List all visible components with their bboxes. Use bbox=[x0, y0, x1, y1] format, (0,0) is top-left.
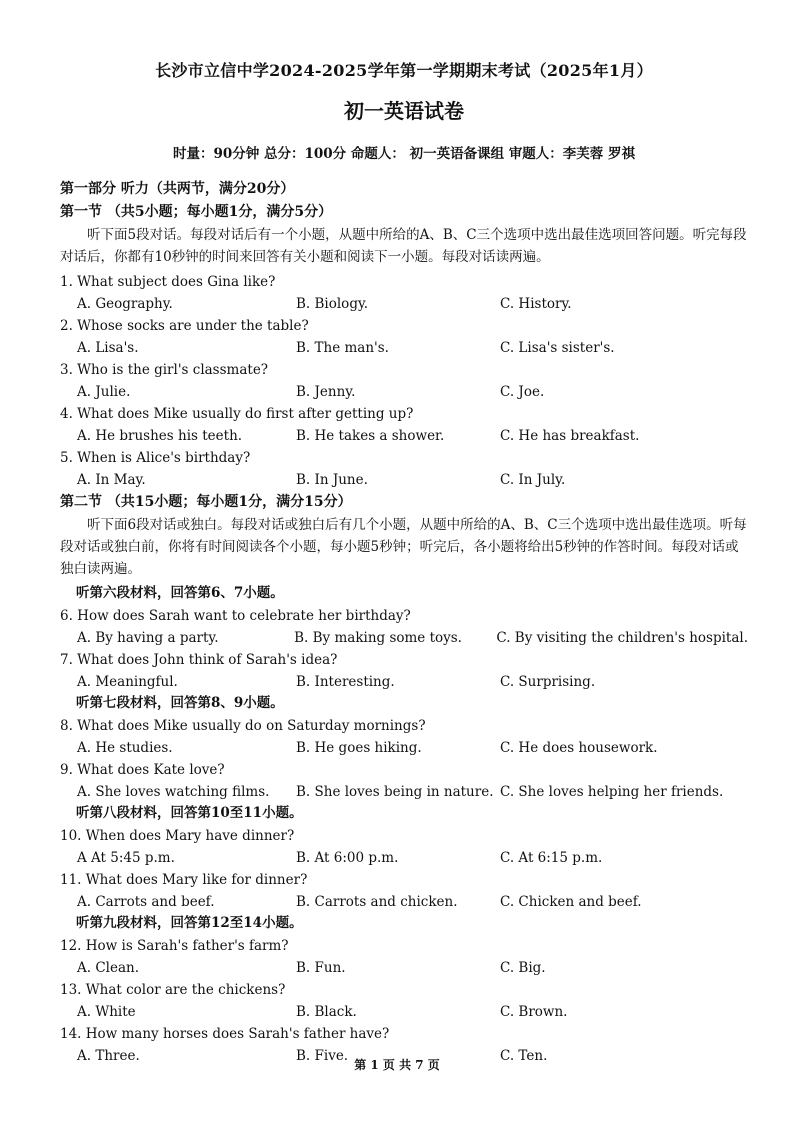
option-c: C. He has breakfast. bbox=[500, 428, 640, 444]
question-item bbox=[60, 447, 748, 491]
part1-heading: 第一部分 听力（共两节，满分20分） bbox=[60, 181, 295, 197]
question-item bbox=[60, 759, 748, 803]
option-c: C. Lisa's sister's. bbox=[500, 340, 615, 356]
question-options bbox=[77, 469, 748, 491]
question-stem: 2. Whose socks are under the table? bbox=[60, 318, 309, 334]
option-c: C. Surprising. bbox=[500, 674, 596, 690]
option-a: A. Carrots and beef. bbox=[77, 894, 215, 910]
option-a: A At 5:45 p.m. bbox=[77, 850, 175, 866]
question-options bbox=[77, 957, 748, 979]
exam-meta: 时量：90分钟 总分：100分 命题人： 初一英语备课组 审题人：李芙蓉 罗祺 bbox=[173, 146, 635, 162]
question-options bbox=[77, 847, 748, 869]
question-item bbox=[60, 649, 748, 693]
question-stem: 14. How many horses does Sarah's father have? bbox=[60, 1026, 390, 1042]
question-options bbox=[77, 337, 748, 359]
option-b: B. Biology. bbox=[296, 296, 369, 312]
question-item bbox=[60, 315, 748, 359]
option-a: A. Julie. bbox=[77, 384, 131, 400]
section1-questions bbox=[60, 271, 748, 491]
option-c: C. Big. bbox=[500, 960, 546, 976]
question-stem: 12. How is Sarah's father's farm? bbox=[60, 938, 289, 954]
option-c: C. At 6:15 p.m. bbox=[500, 850, 603, 866]
option-b: B. He takes a shower. bbox=[296, 428, 445, 444]
question-options bbox=[77, 627, 748, 649]
option-b: B. He goes hiking. bbox=[296, 740, 422, 756]
question-options bbox=[77, 891, 748, 913]
question-item bbox=[60, 869, 748, 913]
question-item bbox=[60, 403, 748, 447]
option-a: A. By having a party. bbox=[77, 630, 219, 646]
option-c: C. She loves helping her friends. bbox=[500, 784, 724, 800]
option-b: B. Jenny. bbox=[296, 384, 356, 400]
group-label: 听第九段材料，回答第12至14小题。 bbox=[76, 915, 303, 931]
option-a: A. She loves watching films. bbox=[77, 784, 270, 800]
option-b: B. By making some toys. bbox=[294, 630, 462, 646]
option-a: A. White bbox=[77, 1004, 136, 1020]
option-a: A. Meaningful. bbox=[77, 674, 178, 690]
question-options bbox=[77, 425, 748, 447]
question-item bbox=[60, 271, 748, 315]
option-a: A. He brushes his teeth. bbox=[77, 428, 243, 444]
question-stem: 5. When is Alice's birthday? bbox=[60, 450, 251, 466]
group-label: 听第六段材料，回答第6、7小题。 bbox=[76, 585, 284, 601]
question-stem: 10. When does Mary have dinner? bbox=[60, 828, 295, 844]
question-item bbox=[60, 359, 748, 403]
question-options bbox=[77, 737, 748, 759]
option-c: C. In July. bbox=[500, 472, 566, 488]
option-b: B. Black. bbox=[296, 1004, 357, 1020]
question-stem: 9. What does Kate love? bbox=[60, 762, 225, 778]
option-a: A. He studies. bbox=[77, 740, 173, 756]
option-c: C. History. bbox=[500, 296, 572, 312]
option-b: B. Interesting. bbox=[296, 674, 395, 690]
section1-instructions: 听下面5段对话。每段对话后有一个小题，从题中所给的A、B、C三个选项中选出最佳选项回答问题。听完每段对话后，你都有10秒钟的时间来回答有关小题和阅读下一小题。每段对话读两遍。 bbox=[60, 227, 747, 265]
option-b: B. Five. bbox=[296, 1048, 349, 1064]
option-c: C. He does housework. bbox=[500, 740, 658, 756]
option-b: B. She loves being in nature. bbox=[296, 784, 494, 800]
question-item bbox=[60, 979, 748, 1023]
question-item bbox=[60, 605, 748, 649]
question-options bbox=[77, 781, 748, 803]
option-b: B. The man's. bbox=[296, 340, 389, 356]
option-b: B. Carrots and chicken. bbox=[296, 894, 458, 910]
question-options bbox=[77, 1001, 748, 1023]
option-c: C. Chicken and beef. bbox=[500, 894, 642, 910]
section2-heading: 第二节 （共15小题；每小题1分，满分15分） bbox=[60, 494, 352, 510]
exam-title: 长沙市立信中学2024-2025学年第一学期期末考试（2025年1月） bbox=[155, 61, 653, 80]
question-item bbox=[60, 715, 748, 759]
exam-subtitle: 初一英语试卷 bbox=[344, 99, 464, 123]
question-stem: 4. What does Mike usually do first after getting up? bbox=[60, 406, 414, 422]
section2-instructions: 听下面6段对话或独白。每段对话或独白后有几个小题，从题中所给的A、B、C三个选项中选出最佳选项。听每段对话或独白前，你将有时间阅读各个小题，每小题5秒钟；听完后，各小题将给出5秒钟的作答时间。每段对话或独白读两遍。 bbox=[60, 517, 747, 577]
question-options bbox=[77, 293, 748, 315]
question-stem: 7. What does John think of Sarah's idea? bbox=[60, 652, 338, 668]
group-label: 听第八段材料，回答第10至11小题。 bbox=[76, 805, 303, 821]
option-a: A. Geography. bbox=[77, 296, 173, 312]
option-c: C. Brown. bbox=[500, 1004, 568, 1020]
question-stem: 13. What color are the chickens? bbox=[60, 982, 286, 998]
question-item bbox=[60, 825, 748, 869]
option-c: C. Ten. bbox=[500, 1048, 548, 1064]
option-b: B. In June. bbox=[296, 472, 368, 488]
option-a: A. Three. bbox=[77, 1048, 140, 1064]
section2-groups bbox=[60, 583, 748, 1067]
question-stem: 3. Who is the girl's classmate? bbox=[60, 362, 269, 378]
option-c: C. Joe. bbox=[500, 384, 545, 400]
option-b: B. Fun. bbox=[296, 960, 346, 976]
page-footer: 第 1 页 共 7 页 bbox=[354, 1058, 440, 1072]
option-b: B. At 6:00 p.m. bbox=[296, 850, 399, 866]
question-stem: 1. What subject does Gina like? bbox=[60, 274, 276, 290]
option-c: C. By visiting the children's hospital. bbox=[496, 630, 748, 646]
question-options bbox=[77, 671, 748, 693]
option-a: A. In May. bbox=[77, 472, 146, 488]
section1-heading: 第一节 （共5小题；每小题1分，满分5分） bbox=[60, 204, 333, 220]
question-stem: 6. How does Sarah want to celebrate her birthday? bbox=[60, 608, 411, 624]
question-item bbox=[60, 935, 748, 979]
question-stem: 8. What does Mike usually do on Saturday mornings? bbox=[60, 718, 426, 734]
question-options bbox=[77, 381, 748, 403]
option-a: A. Lisa's. bbox=[77, 340, 139, 356]
group-label: 听第七段材料，回答第8、9小题。 bbox=[76, 695, 284, 711]
question-stem: 11. What does Mary like for dinner? bbox=[60, 872, 308, 888]
option-a: A. Clean. bbox=[77, 960, 140, 976]
